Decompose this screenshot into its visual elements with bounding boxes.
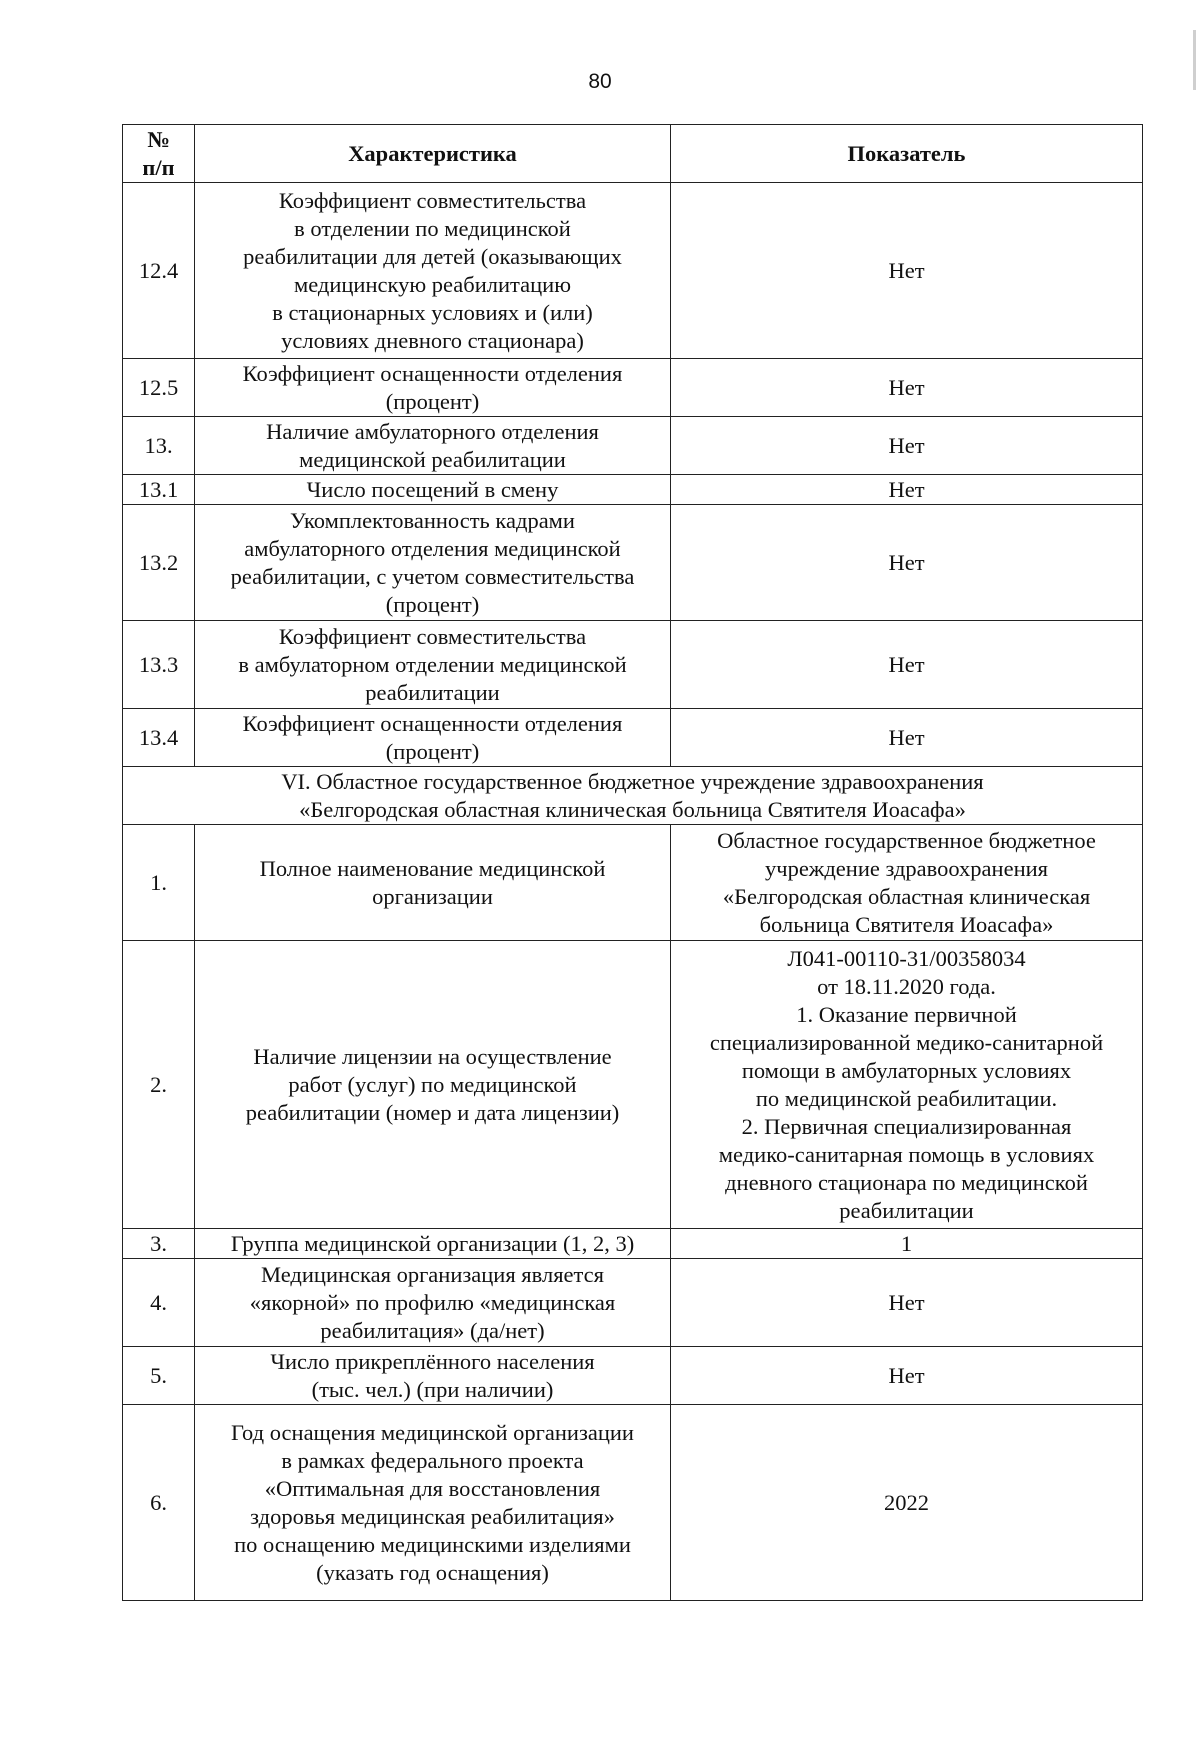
table-row	[123, 825, 1143, 941]
row-num: 3.	[123, 1229, 195, 1259]
row-value: Нет	[671, 709, 1143, 767]
row-characteristic: Число прикреплённого населения (тыс. чел.) (при наличии)	[195, 1347, 671, 1405]
row-num: 13.	[123, 417, 195, 475]
row-characteristic: Группа медицинской организации (1, 2, 3)	[195, 1229, 671, 1259]
row-characteristic: Укомплектованность кадрами амбулаторного отделения медицинской реабилитации, с учетом совместительства (процент)	[195, 505, 671, 621]
section-title: VI. Областное государственное бюджетное учреждение здравоохранения «Белгородская областная клиническая больница Святителя Иоасафа»	[123, 767, 1143, 825]
table-row	[123, 941, 1143, 1229]
row-num: 12.4	[123, 183, 195, 359]
row-value: Нет	[671, 359, 1143, 417]
table-row	[123, 1259, 1143, 1347]
row-characteristic: Число посещений в смену	[195, 475, 671, 505]
section-header-row	[123, 767, 1143, 825]
row-num: 1.	[123, 825, 195, 941]
row-characteristic: Коэффициент оснащенности отделения (процент)	[195, 709, 671, 767]
row-value: 1	[671, 1229, 1143, 1259]
row-characteristic: Полное наименование медицинской организации	[195, 825, 671, 941]
row-characteristic: Наличие лицензии на осуществление работ (услуг) по медицинской реабилитации (номер и дата лицензии)	[195, 941, 671, 1229]
row-value: Нет	[671, 183, 1143, 359]
row-characteristic: Медицинская организация является «якорной» по профилю «медицинская реабилитация» (да/нет)	[195, 1259, 671, 1347]
header-num: № п/п	[123, 125, 195, 183]
row-value: Нет	[671, 1347, 1143, 1405]
row-value: Нет	[671, 621, 1143, 709]
row-num: 13.4	[123, 709, 195, 767]
row-num: 4.	[123, 1259, 195, 1347]
page-number: 80	[588, 70, 612, 93]
row-num: 5.	[123, 1347, 195, 1405]
table-row	[123, 1229, 1143, 1259]
row-num: 12.5	[123, 359, 195, 417]
table-row	[123, 709, 1143, 767]
row-characteristic: Коэффициент совместительства в амбулаторном отделении медицинской реабилитации	[195, 621, 671, 709]
row-value: Л041-00110-31/00358034 от 18.11.2020 года. 1. Оказание первичной специализированной медико-санитарной помощи в амбулаторных условиях по медицинской реабилитации. 2. Первичная специализированная медико-санитарная помощь в условиях дневного стационара по медицинской реабилитации	[671, 941, 1143, 1229]
row-num: 13.1	[123, 475, 195, 505]
table-row	[123, 505, 1143, 621]
row-value: Нет	[671, 417, 1143, 475]
row-value: Нет	[671, 1259, 1143, 1347]
table-row	[123, 417, 1143, 475]
table-row	[123, 621, 1143, 709]
row-value: Нет	[671, 475, 1143, 505]
table-row	[123, 475, 1143, 505]
table-header-row	[123, 125, 1143, 183]
row-num: 6.	[123, 1405, 195, 1601]
data-table	[122, 124, 1143, 1601]
row-characteristic: Наличие амбулаторного отделения медицинской реабилитации	[195, 417, 671, 475]
row-num: 2.	[123, 941, 195, 1229]
row-characteristic: Год оснащения медицинской организации в рамках федерального проекта «Оптимальная для восстановления здоровья медицинская реабилитация» по оснащению медицинскими изделиями (указать год оснащения)	[195, 1405, 671, 1601]
row-num: 13.2	[123, 505, 195, 621]
row-value: 2022	[671, 1405, 1143, 1601]
row-value: Областное государственное бюджетное учреждение здравоохранения «Белгородская областная клиническая больница Святителя Иоасафа»	[671, 825, 1143, 941]
table-row	[123, 359, 1143, 417]
row-value: Нет	[671, 505, 1143, 621]
row-characteristic: Коэффициент оснащенности отделения (процент)	[195, 359, 671, 417]
table-row	[123, 1405, 1143, 1601]
row-characteristic: Коэффициент совместительства в отделении по медицинской реабилитации для детей (оказывающих медицинскую реабилитацию в стационарных условиях и (или) условиях дневного стационара)	[195, 183, 671, 359]
header-value: Показатель	[671, 125, 1143, 183]
table-row	[123, 183, 1143, 359]
table-row	[123, 1347, 1143, 1405]
row-num: 13.3	[123, 621, 195, 709]
header-characteristic: Характеристика	[195, 125, 671, 183]
